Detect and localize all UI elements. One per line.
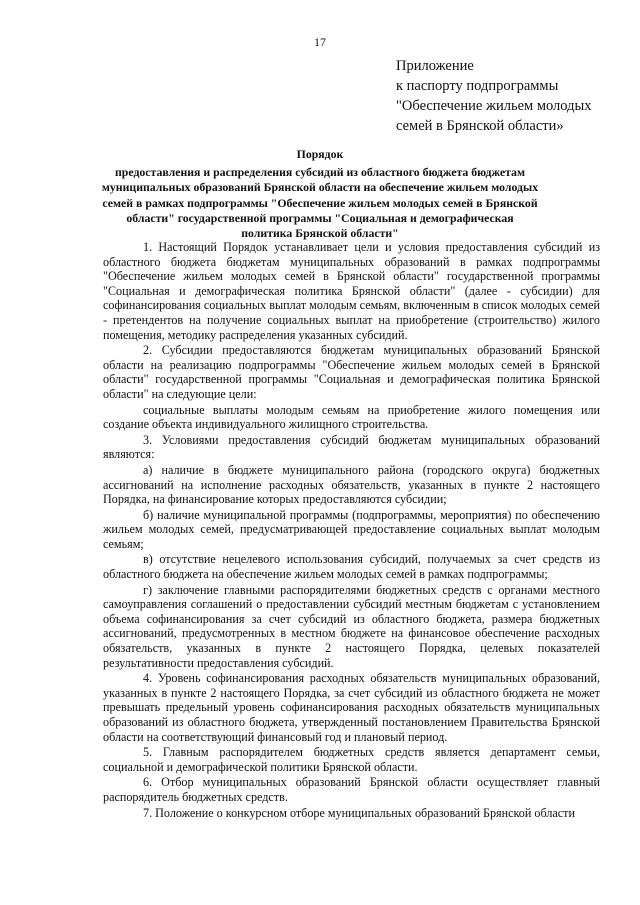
document-body [103, 240, 600, 821]
paragraph-2-goal: социальные выплаты молодым семьям на приобретение жилого помещения или создание объекта индивидуального жилищного строительства. [103, 402, 600, 432]
document-title [100, 147, 540, 241]
title-heading: Порядок [296, 147, 344, 161]
paragraph-7: 7. Положение о конкурсном отборе муниципальных образований Брянской области [143, 805, 575, 820]
paragraph-3b: б) наличие муниципальной программы (подпрограммы, мероприятия) по обеспечению жильем молодых семей, предусматривающей предоставление социальных выплат молодым семьям; [103, 507, 600, 551]
page-number: 17 [314, 35, 326, 49]
title-subtitle: предоставления и распределения субсидий из областного бюджета бюджетам муниципальных образований Брянской области на обеспечение жильем молодых семей в рамках подпрограммы "Обеспечение жильем молодых семей в Брянской области" государственной программы "Социальная и демографическая политика Брянской области" [101, 165, 539, 241]
paragraph-5: 5. Главным распорядителем бюджетных средств является департамент семьи, социальной и демографической политики Брянской области. [103, 745, 600, 774]
paragraph-1: 1. Настоящий Порядок устанавливает цели и условия предоставления субсидий из областного бюджета бюджетам муниципальных образований в рамках подпрограммы "Обеспечение жильем молодых семей в Брянской области" государственной программы "Социальная и демографическая политика Брянской области" (далее - субсидии) для софинансирования социальных выплат молодым семьям, включенным в список молодых семей - претендентов на получение социальных выплат на приобретение (строительство) жилого помещения, методику распределения указанных субсидий. [103, 240, 600, 342]
paragraph-4: 4. Уровень софинансирования расходных обязательств муниципальных образований, указанных в пункте 2 настоящего Порядка, за счет субсидий из областного бюджета не может превышать предельный уровень софинансирования расходных обязательств муниципальных образований из областного бюджета, утвержденный постановлением Правительства Брянской области на соответствующий финансовый год и плановый период. [103, 671, 600, 744]
paragraph-3g: г) заключение главными распорядителями бюджетных средств с органами местного самоуправления соглашений о предоставлении субсидий местным бюджетам с установлением объема софинансирования за счет субсидий из областного бюджета, размера бюджетных ассигнований, предусмотренных в местном бюджете на финансовое обеспечение расходных обязательств, указанных в пункте 2 настоящего Порядка, целевых показателей результативности предоставления субсидий. [103, 582, 600, 670]
appendix-line: "Обеспечение жильем молодых [396, 98, 592, 114]
appendix-line: семей в Брянской области» [396, 118, 564, 134]
appendix-line: к паспорту подпрограммы [396, 78, 559, 94]
paragraph-6: 6. Отбор муниципальных образований Брянской области осуществляет главный распорядитель бюджетных средств. [103, 775, 600, 804]
paragraph-3: 3. Условиями предоставления субсидий бюджетам муниципальных образований являются: [103, 432, 600, 462]
paragraph-3v: в) отсутствие нецелевого использования субсидий, получаемых за счет средств из областного бюджета на обеспечение жильем молодых семей в рамках подпрограммы; [103, 552, 600, 582]
paragraph-2: 2. Субсидии предоставляются бюджетам муниципальных образований Брянской области на реализацию подпрограммы "Обеспечение жильем молодых семей в Брянской области" государственной программы "Социальная и демографическая политика Брянской области" на следующие цели: [103, 343, 600, 401]
paragraph-3a: а) наличие в бюджете муниципального района (городского округа) бюджетных ассигнований на исполнение расходных обязательств, указанных в пункте 2 настоящего Порядка, на финансирование которых предоставляются субсидии; [103, 462, 600, 507]
appendix-line: Приложение [396, 58, 474, 74]
appendix-note [396, 56, 626, 136]
